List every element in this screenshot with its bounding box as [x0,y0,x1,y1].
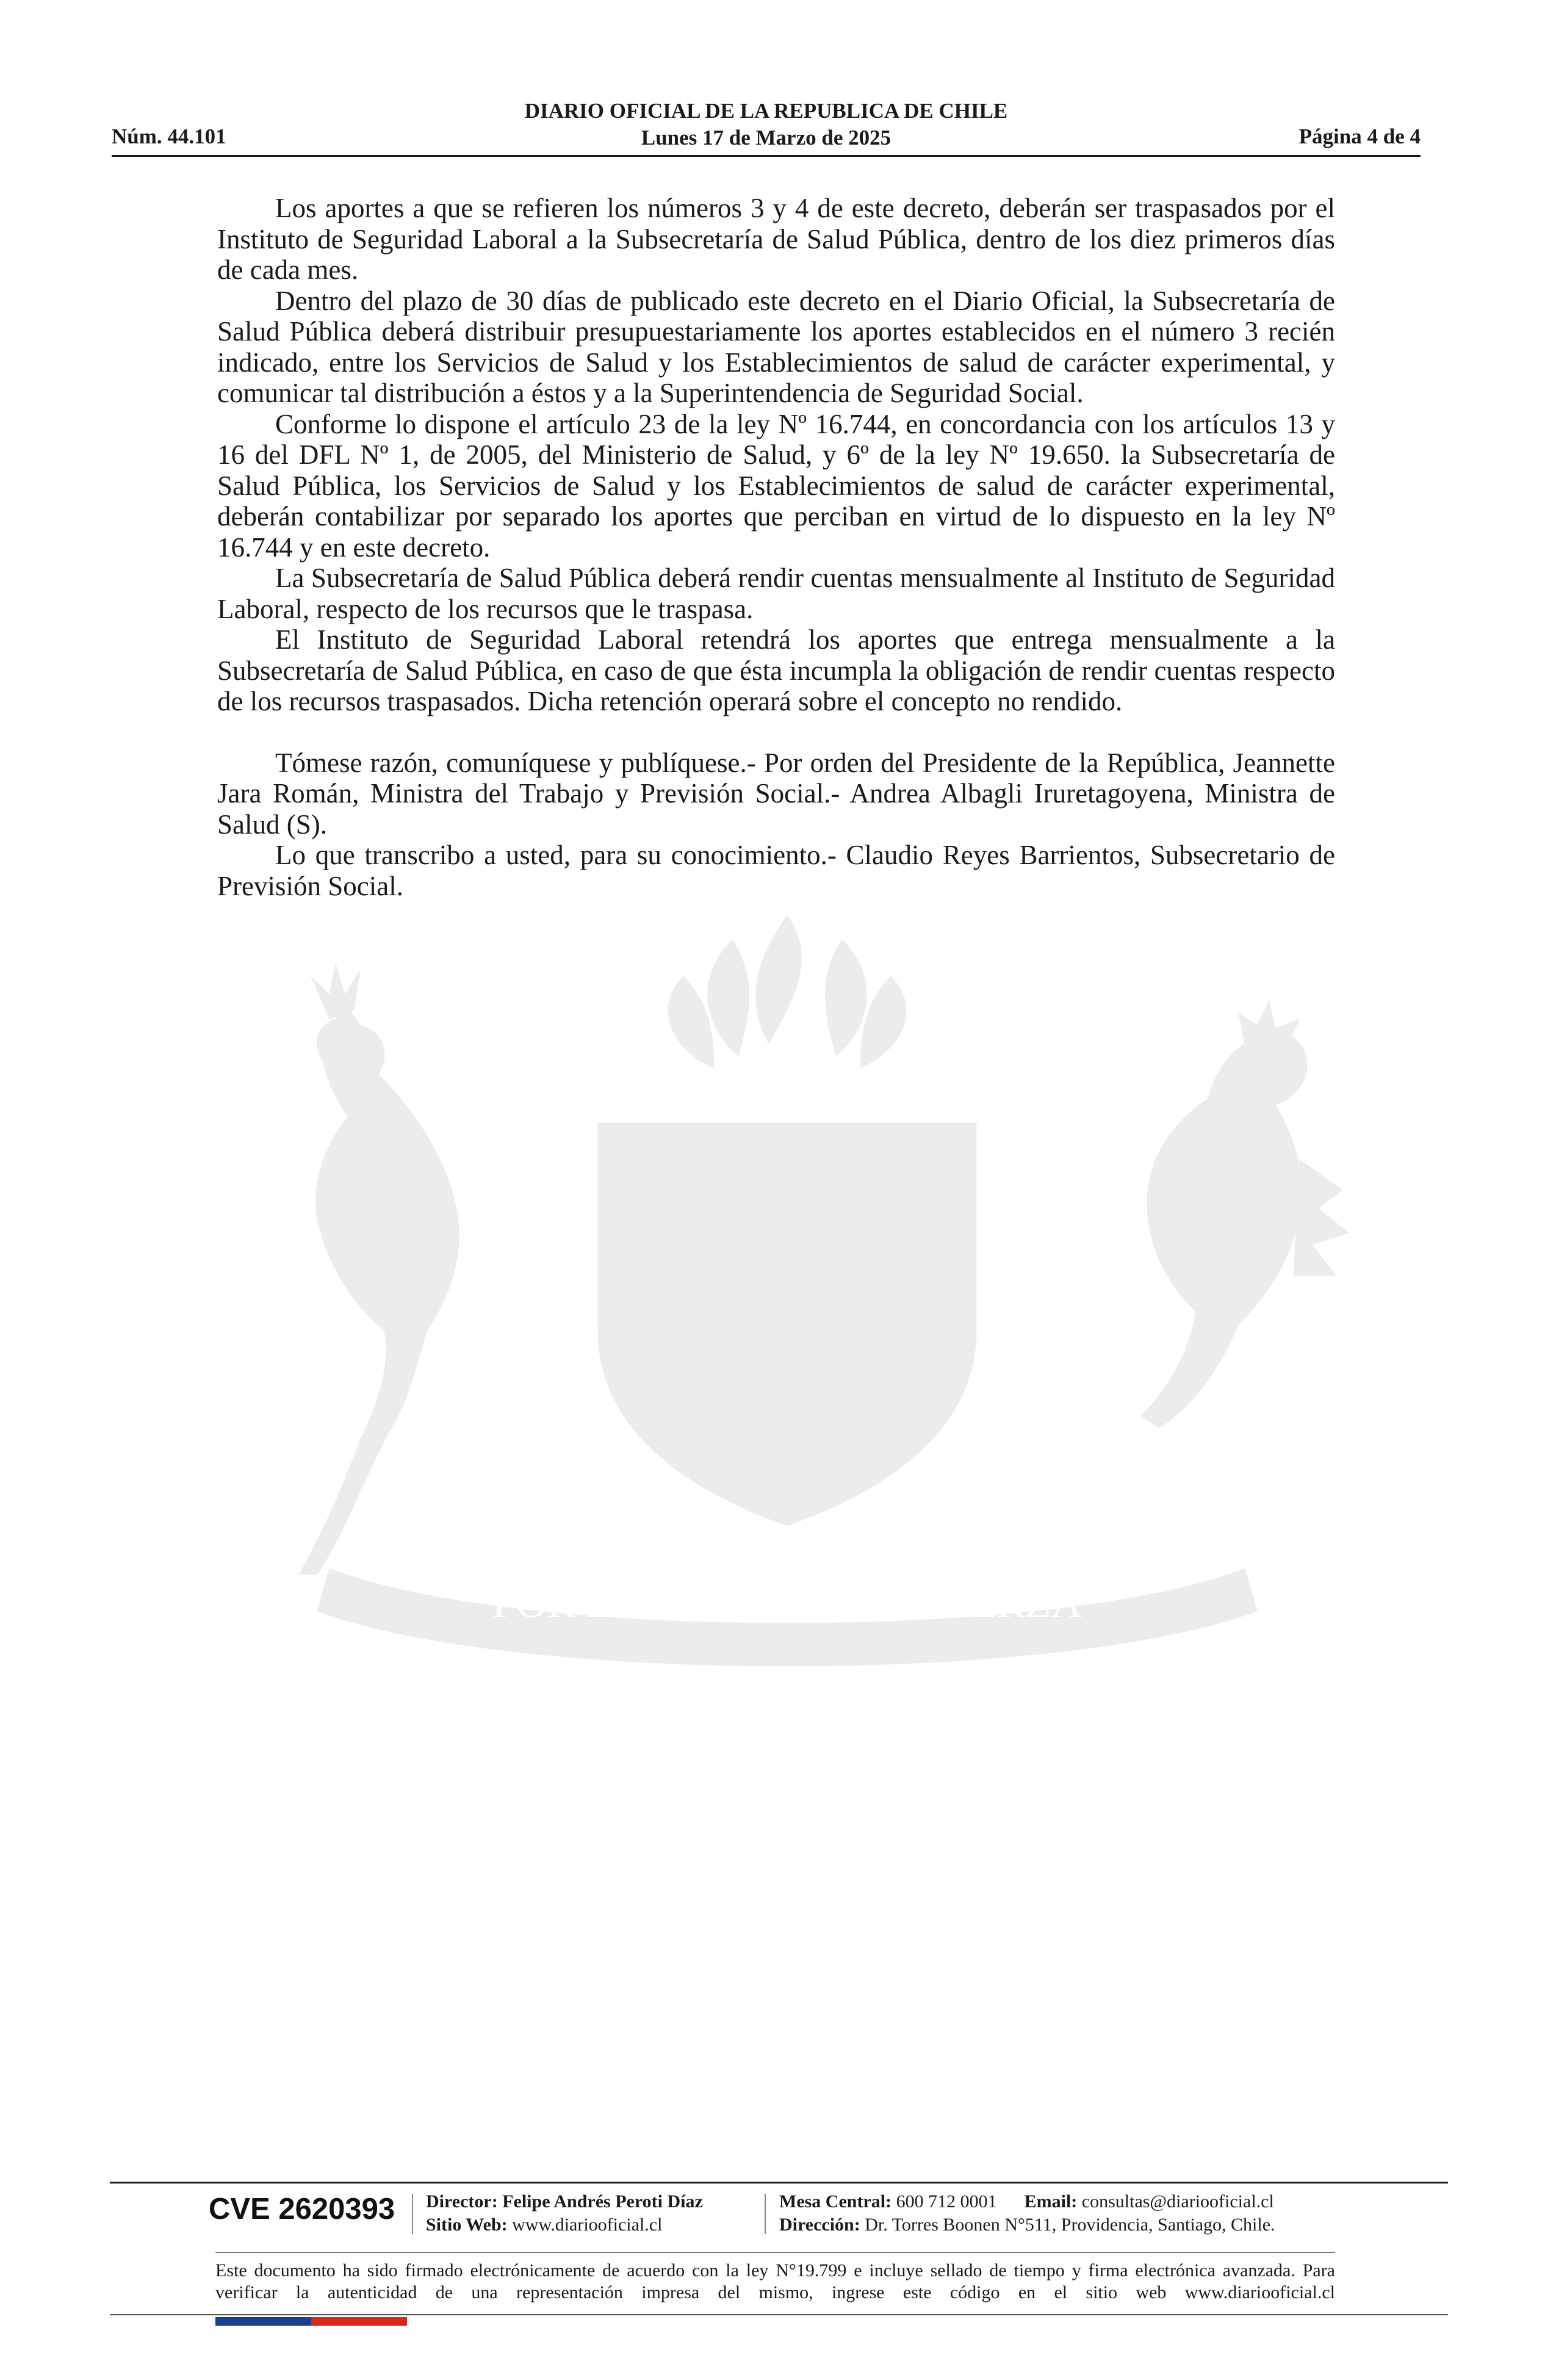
shield [598,1123,976,1526]
website-line [426,2213,703,2237]
phone-value: 600 712 0001 [896,2191,997,2212]
paragraph: Conforme lo dispone el artículo 23 de la ley Nº 16.744, en concordancia con los artículos 13 y 16 del DFL Nº 1, de 2005, del Ministerio de Salud, y 6º de la ley Nº 19.650. la Subsecretaría de Salud Pública, los Servicios de Salud y los Establecimientos de salud de carácter experimental, deberán contabilizar por separado los aportes que perciban en virtud de lo dispuesto en la ley Nº 16.744 y en este decreto. [217,408,1335,563]
address-line [779,2213,1275,2237]
flag-stripe-red [311,2317,407,2326]
issue-date: Lunes 17 de Marzo de 2025 [641,126,891,150]
paragraph: El Instituto de Seguridad Laboral retendrá los aportes que entrega mensualmente a la Subsecretaría de Salud Pública, en caso de que ésta incumpla la obligación de rendir cuentas respecto de los recursos traspasados. Dicha retención operará sobre el concepto no rendido. [217,624,1335,716]
huemul-figure [299,964,459,1574]
director-label: Director: [426,2191,498,2212]
email-label: Email: [1024,2191,1078,2212]
motto-text: POR LA RAZON O LA FUERZA [492,1580,1082,1627]
issue-number: Núm. 44.101 [112,124,226,148]
page-number: Página 4 de 4 [1298,124,1421,148]
footer-contact-column [779,2190,1275,2237]
footer-separator [765,2194,766,2234]
chile-coat-of-arms-icon [207,903,1367,1684]
publication-title [112,98,1421,151]
page-header [112,92,1421,155]
phone-label: Mesa Central: [779,2191,892,2212]
condor-figure [1141,1001,1349,1428]
decree-body [217,193,1335,901]
footer-director-column [426,2190,703,2237]
contact-line [779,2190,1275,2213]
flag-stripe-blue [215,2317,311,2326]
footer-divider-mid [215,2252,1335,2253]
signature-paragraph: Tómese razón, comuníquese y publíquese.- Por orden del Presidente de la República, Jeannette Jara Román, Ministra del Trabajo y Previsión Social.- Andrea Albagli Iruretagoyena, Ministra de Salud (S). [217,747,1335,840]
director-line [426,2190,703,2213]
header-divider [112,155,1421,157]
flag-stripe [215,2317,407,2326]
cve-code: CVE 2620393 [209,2193,395,2226]
email-link[interactable]: consultas@diariooficial.cl [1081,2191,1274,2212]
legal-notice: Este documento ha sido firmado electrónicamente de acuerdo con la ley N°19.799 e incluye sellado de tiempo y firma electrónica avanzada. Para verificar la autenticidad de una representación impresa del mismo, ingrese este código en el sitio web www.diariooficial.cl [215,2260,1335,2302]
address-value: Dr. Torres Boonen N°511, Providencia, Santiago, Chile. [865,2215,1275,2235]
paragraph: Dentro del plazo de 30 días de publicado este decreto en el Diario Oficial, la Subsecretaría de Salud Pública deberá distribuir presupuestariamente los aportes establecidos en el número 3 recién indicado, entre los Servicios de Salud y los Establecimientos de salud de carácter experimental, y comunicar tal distribución a éstos y a la Superintendencia de Seguridad Social. [217,285,1335,408]
address-label: Dirección: [779,2215,860,2235]
publication-name: DIARIO OFICIAL DE LA REPUBLICA DE CHILE [524,99,1008,123]
website-link[interactable]: www.diariooficial.cl [512,2215,663,2235]
transcription-paragraph: Lo que transcribo a usted, para su conocimiento.- Claudio Reyes Barrientos, Subsecretario de Previsión Social. [217,840,1335,901]
director-value: Felipe Andrés Peroti Díaz [502,2191,703,2212]
website-label: Sitio Web: [426,2215,508,2235]
footer-divider-top [110,2182,1448,2183]
footer-divider-bottom [110,2314,1448,2315]
plume-crest [668,915,906,1068]
paragraph: La Subsecretaría de Salud Pública deberá rendir cuentas mensualmente al Instituto de Seguridad Laboral, respecto de los recursos que le traspasa. [217,563,1335,624]
paragraph: Los aportes a que se refieren los números 3 y 4 de este decreto, deberán ser traspasados por el Instituto de Seguridad Laboral a la Subsecretaría de Salud Pública, dentro de los diez primeros días de cada mes. [217,193,1335,285]
footer-separator [412,2194,413,2234]
